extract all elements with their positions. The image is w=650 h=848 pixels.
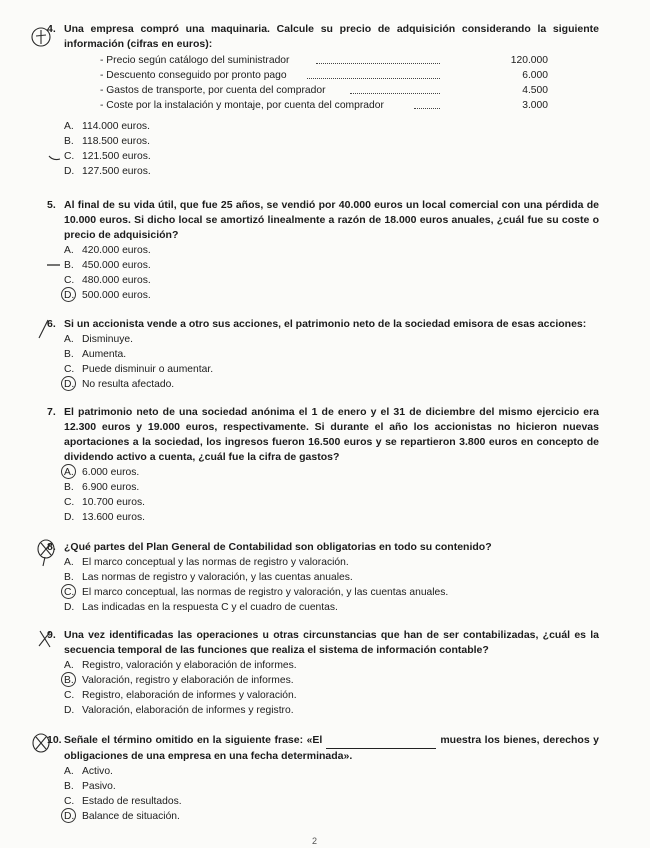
option-a[interactable]: A. 6.000 euros. (64, 467, 140, 478)
question-number: 5. (47, 199, 56, 211)
option-a[interactable]: A. Disminuye. (64, 334, 133, 345)
answer-circle: D. (64, 809, 82, 824)
option-a[interactable]: A. 114.000 euros. (64, 121, 150, 132)
question-text: ¿Qué partes del Plan General de Contabilidad son obligatorias en todo su contenido? (64, 541, 492, 553)
circled-plus-mark-icon (30, 24, 52, 48)
option-c[interactable]: C. 10.700 euros. (64, 497, 145, 508)
cost-breakdown (100, 53, 599, 113)
option-b[interactable]: B. Las normas de registro y valoración, y las cuentas anuales. (64, 572, 353, 583)
circled-x-mark-icon (31, 733, 51, 755)
option-b[interactable]: B. Aumenta. (64, 349, 127, 360)
option-d[interactable]: D. Las indicadas en la respuesta C y el cuadro de cuentas. (64, 602, 338, 613)
question-text: Una vez identificadas las operaciones u otras circunstancias que han de ser contabilizadas, ¿cuál es la secuencia temporal de las funciones que realiza el sistema de información contable? (64, 629, 599, 656)
options-list (47, 555, 599, 615)
question-7 (47, 405, 599, 525)
question-6 (47, 317, 599, 392)
option-d[interactable]: D. 127.500 euros. (64, 166, 151, 177)
option-b[interactable]: B. Valoración, registro y elaboración de informes. (64, 675, 294, 686)
question-text-after: muestra los bienes, derechos y obligaciones de una empresa en una fecha determinada». (64, 734, 599, 762)
option-b[interactable]: B. 450.000 euros. (64, 260, 151, 271)
option-b[interactable]: B. 6.900 euros. (64, 482, 140, 493)
answer-circle: C. (64, 585, 82, 600)
question-text-before: Señale el término omitido en la siguiente frase: «El (64, 734, 323, 746)
question-number: 6. (47, 318, 56, 330)
options-list (47, 332, 599, 392)
option-c[interactable]: C. 480.000 euros. (64, 275, 151, 286)
option-a[interactable]: A. Registro, valoración y elaboración de informes. (64, 660, 297, 671)
breakdown-value: 4.500 (522, 85, 548, 96)
question-number: 4. (47, 23, 56, 35)
breakdown-label: - Descuento conseguido por pronto pago (100, 70, 287, 81)
page-number: 2 (312, 836, 318, 846)
options-list (47, 465, 599, 525)
leader-dots (414, 98, 440, 109)
option-a[interactable]: A. 420.000 euros. (64, 245, 151, 256)
cross-mark-icon (36, 628, 54, 650)
breakdown-value: 3.000 (522, 100, 548, 111)
option-a[interactable]: A. El marco conceptual y las normas de registro y valoración. (64, 557, 349, 568)
breakdown-label: - Coste por la instalación y montaje, por cuenta del comprador (100, 100, 384, 111)
answer-circle: D. (64, 288, 82, 303)
options-list (47, 658, 599, 718)
breakdown-value: 6.000 (522, 70, 548, 81)
answer-circle: A. (64, 465, 82, 480)
question-text: Al final de su vida útil, que fue 25 años, se vendió por 40.000 euros un local comercial con una pérdida de 10.000 euros. Si dicho local se amortizó linealmente a razón de 18.000 euros anuales, ¿cuál fue su coste o precio de adquisición? (64, 199, 599, 241)
option-b[interactable]: B. 118.500 euros. (64, 136, 150, 147)
question-number: 7. (47, 406, 56, 418)
circled-x-mark-icon (36, 538, 56, 568)
breakdown-value: 120.000 (510, 55, 548, 66)
breakdown-label: - Gastos de transporte, por cuenta del comprador (100, 85, 326, 96)
option-c[interactable]: C. El marco conceptual, las normas de registro y valoración, y las cuentas anuales. (64, 587, 449, 598)
leader-dots (316, 53, 440, 64)
option-d[interactable]: D. Valoración, elaboración de informes y registro. (64, 705, 294, 716)
answer-circle: B. (64, 673, 82, 688)
question-10 (47, 733, 599, 824)
question-text: Una empresa compró una maquinaria. Calcule su precio de adquisición considerando la siguiente información (cifras en euros): (64, 23, 599, 50)
option-d[interactable]: D. Balance de situación. (64, 811, 180, 822)
dash-mark-icon (46, 262, 62, 268)
question-number: 8. (47, 541, 56, 553)
question-number: 10. (47, 734, 62, 746)
leader-dots (350, 83, 440, 94)
question-9 (47, 628, 599, 718)
breakdown-row (100, 53, 548, 68)
option-c[interactable]: C. Puede disminuir o aumentar. (64, 364, 214, 375)
tick-mark-icon (48, 152, 62, 162)
option-d[interactable]: D. No resulta afectado. (64, 379, 175, 390)
breakdown-row (100, 68, 548, 83)
question-text: Si un accionista vende a otro sus acciones, el patrimonio neto de la sociedad emisora de esas acciones: (64, 318, 587, 330)
question-text: El patrimonio neto de una sociedad anónima el 1 de enero y el 31 de diciembre del mismo ejercicio era 12.300 euros y 19.000 euros, respectivamente. Si durante el año los accionistas no hicieron nuevas aportaciones a la sociedad, los ingresos fueron 16.500 euros y se repartieron 3.800 euros en concepto de dividendo activo a cuenta, ¿cuál fue la cifra de gastos? (64, 406, 599, 463)
option-c[interactable]: C. 121.500 euros. (64, 151, 151, 162)
answer-circle: D. (64, 377, 82, 392)
options-list (47, 764, 599, 824)
option-b[interactable]: B. Pasivo. (64, 781, 116, 792)
options-list (47, 119, 599, 179)
question-8 (47, 540, 599, 615)
question-4 (47, 22, 599, 179)
option-d[interactable]: D. 13.600 euros. (64, 512, 145, 523)
breakdown-row (100, 98, 548, 113)
option-c[interactable]: C. Registro, elaboración de informes y valoración. (64, 690, 297, 701)
options-list (47, 243, 599, 303)
blank-line (326, 733, 436, 749)
option-a[interactable]: A. Activo. (64, 766, 113, 777)
breakdown-row (100, 83, 548, 98)
leader-dots (307, 68, 440, 79)
breakdown-label: - Precio según catálogo del suministrador (100, 55, 290, 66)
question-5 (47, 198, 599, 303)
option-c[interactable]: C. Estado de resultados. (64, 796, 182, 807)
option-d[interactable]: D. 500.000 euros. (64, 290, 151, 301)
question-number: 9. (47, 629, 56, 641)
slash-mark-icon (36, 318, 50, 340)
